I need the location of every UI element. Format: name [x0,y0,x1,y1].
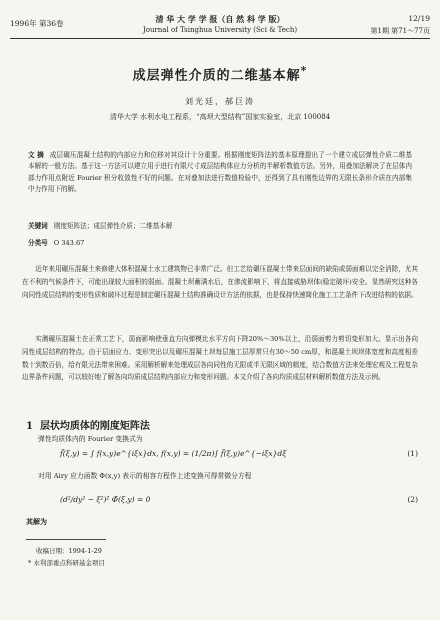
issue-code: 12/19 [408,14,430,23]
equation-1-body: f̃(ξ,y) = ∫ f(x,y)e^{iξx}dx, f(x,y) = (1/2π)∫ f̃(ξ,y)e^{−iξx}dξ [60,449,287,458]
section-heading [26,417,150,432]
affiliation: 清华大学 水利水电工程系，“高坝大型结构”国家实验室，北京 100084 [109,113,331,121]
journal-name-en: Journal of Tsinghua University (Sci & Tech) [142,26,298,34]
authors: 刘光廷，郝巨涛 [185,97,255,106]
abstract [28,150,412,196]
section-text-2: 对用 Airy 应力函数 Φ(x,y) 表示的相容方程作上述变换可得常微分方程 [38,472,252,480]
section-text: 弹性均质体内的 Fourier 变换式为 [38,435,143,443]
footnote-received: 收稿日期：1994-1-29 [36,547,102,555]
section-number: 1 [26,421,33,432]
header-divider [10,38,430,39]
keywords [28,220,412,230]
body-paragraph: 实测碾压混凝土在正常工艺下，弱面影响使垂直方向弹模比水平方向下降20%～30%以上，沿弱面剪力剪切变形加大。显示出各向同性成层结构的特点。由于层面应力、变形突出以及碾压混凝土坝每层施工层厚常只有30～50 cm厚，和混凝土坝坝体宽度和高度相差数十到数百倍，给有限元法带来困难。采用解析解来处理成层各向同性的无限或半无限区域的精度，结合数值方法来处理宏观及工程复杂边界条件问题，可以较好地了解各向均质成层结构内部应力和变形问题。本文介绍了各向均质成层材料解析数值方法及示例。 [22,335,418,382]
volume-label: 1996年 第36卷 [10,19,64,28]
classification-label: 分类号 [28,239,48,247]
footnote-divider [26,539,106,540]
keywords-text: 刚度矩阵法；成层弹性介质；二维基本解 [53,222,173,230]
page-range: 第1期 第71～77页 [370,27,430,35]
running-subheader [10,26,430,38]
body-paragraph: 近年来用碾压混凝土来修建大体积混凝土水工建筑物已非常广泛。但工艺给碾压混凝土带来层面间的缺陷或弱面难以完全消除，尤其在不利的气候条件下，可能出现较大面积的弱面。混凝土坝蓄满水后，在渗流影响下，将直接威胁坝体(稳定破坏)安全。显然研究这种各向同性成层结构的变形性质和破坏过程是制定碾压混凝土结构准确设计方法的依据，也是保持快速简化施工工艺条件下改进结构的依据。 [22,265,418,299]
equation-2-body: (d²/dy² − ξ²)² Φ̃(ξ,y) = 0 [60,495,151,504]
equation-1 [60,449,418,458]
title-footnote-mark: * [300,64,308,77]
journal-name-cn: 清 华 大 学 学 报（自 然 科 学 版） [155,14,285,24]
classification [28,237,412,247]
abstract-text: 成层碾压混凝土结构的内部应力和位移对其设计十分重要。根据刚度矩阵法的基本原理提出了一个建立成层弹性介质二维基本解的一般方法。基于这一方法可以建立用于进行有限尺寸成层结构体应力分析的半解析数值方法。另外，用叠加法解决了在层体内部力作用点附近 Fourier 积分收敛性不好的问题。在对叠加法进行数值检验中，还得到了具有刚性边界的无限长条形介质在内部集中力作用下的解。 [28,151,413,194]
section-title: 层状均质体的刚度矩阵法 [39,421,150,432]
equation-2 [60,495,418,504]
classification-text: O 343.67 [53,239,85,247]
keywords-label: 关键词 [28,222,48,230]
footnote-funding: * 水利部重点科研基金项目 [28,559,105,567]
abstract-label: 文 摘 [28,151,44,159]
paper-title: 成层弹性介质的二维基本解* [132,64,308,84]
equation-2-number: (2) [407,495,418,504]
equation-1-number: (1) [407,449,418,458]
solution-label: 其解为 [26,517,47,526]
